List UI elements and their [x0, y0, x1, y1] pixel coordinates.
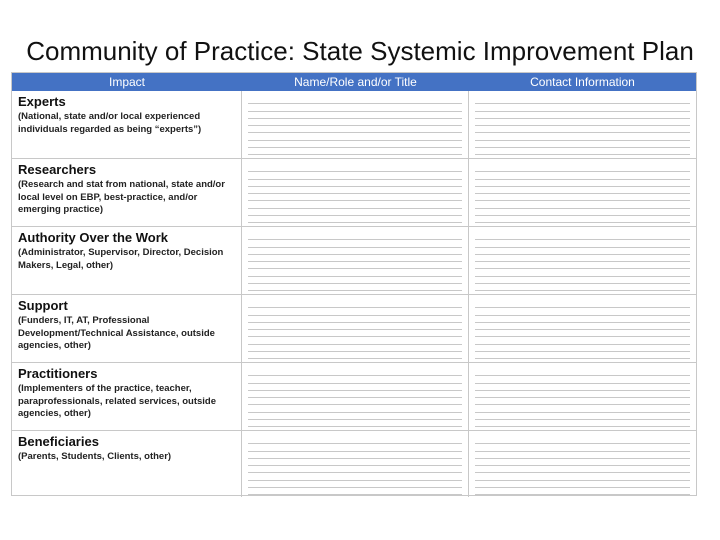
table-row	[12, 295, 696, 363]
blank-write-line[interactable]	[248, 391, 462, 398]
table-header	[12, 73, 696, 91]
blank-write-line[interactable]	[475, 262, 690, 269]
blank-write-line[interactable]	[475, 405, 690, 412]
blank-write-line[interactable]	[475, 255, 690, 262]
name-role-cell[interactable]	[242, 159, 469, 226]
blank-write-line[interactable]	[248, 194, 462, 201]
blank-write-line[interactable]	[248, 112, 462, 119]
blank-write-line[interactable]	[248, 165, 462, 172]
blank-write-line[interactable]	[475, 466, 690, 473]
column-header-name-role: Name/Role and/or Title	[294, 75, 417, 89]
blank-write-line[interactable]	[248, 97, 462, 104]
blank-write-line[interactable]	[248, 301, 462, 308]
blank-write-line[interactable]	[248, 201, 462, 208]
blank-write-line[interactable]	[475, 352, 690, 359]
blank-write-line[interactable]	[475, 330, 690, 337]
blank-write-line[interactable]	[475, 233, 690, 240]
blank-write-line[interactable]	[248, 323, 462, 330]
blank-write-line[interactable]	[475, 413, 690, 420]
blank-write-line[interactable]	[475, 172, 690, 179]
table-row	[12, 159, 696, 227]
blank-write-line[interactable]	[475, 420, 690, 427]
blank-write-line[interactable]	[475, 323, 690, 330]
name-role-cell[interactable]	[242, 227, 469, 294]
contact-cell[interactable]	[469, 431, 696, 497]
blank-write-line[interactable]	[475, 481, 690, 488]
blank-write-line[interactable]	[248, 262, 462, 269]
blank-write-line[interactable]	[248, 209, 462, 216]
name-role-cell[interactable]	[242, 91, 469, 158]
blank-write-line[interactable]	[475, 277, 690, 284]
table-row	[12, 227, 696, 295]
blank-write-line[interactable]	[248, 104, 462, 111]
blank-write-line[interactable]	[475, 369, 690, 376]
table-row	[12, 91, 696, 159]
blank-write-line[interactable]	[475, 216, 690, 223]
blank-write-line[interactable]	[248, 369, 462, 376]
contact-cell[interactable]	[469, 295, 696, 362]
blank-write-line[interactable]	[248, 398, 462, 405]
blank-write-line[interactable]	[248, 316, 462, 323]
blank-write-line[interactable]	[475, 97, 690, 104]
impact-title: Authority Over the Work	[18, 230, 169, 245]
impact-cell	[12, 227, 242, 294]
contact-cell[interactable]	[469, 227, 696, 294]
blank-write-line[interactable]	[248, 284, 462, 291]
blank-write-line[interactable]	[248, 240, 462, 247]
blank-write-line[interactable]	[475, 248, 690, 255]
impact-title: Support	[18, 298, 68, 313]
blank-write-line[interactable]	[248, 277, 462, 284]
blank-write-line[interactable]	[475, 141, 690, 148]
impact-cell	[12, 295, 242, 362]
contact-cell[interactable]	[469, 91, 696, 158]
blank-write-line[interactable]	[248, 352, 462, 359]
name-role-cell[interactable]	[242, 295, 469, 362]
blank-write-line[interactable]	[248, 420, 462, 427]
blank-write-line[interactable]	[248, 345, 462, 352]
blank-write-line[interactable]	[475, 201, 690, 208]
blank-write-line[interactable]	[475, 337, 690, 344]
blank-write-line[interactable]	[475, 398, 690, 405]
blank-write-line[interactable]	[475, 391, 690, 398]
blank-write-line[interactable]	[475, 209, 690, 216]
blank-write-line[interactable]	[475, 384, 690, 391]
blank-write-line[interactable]	[248, 255, 462, 262]
blank-write-line[interactable]	[475, 437, 690, 444]
impact-cell	[12, 159, 242, 226]
blank-write-line[interactable]	[475, 316, 690, 323]
blank-write-line[interactable]	[248, 148, 462, 155]
page-title: Community of Practice: State Systemic Improvement Plan	[26, 36, 694, 66]
blank-write-line[interactable]	[248, 216, 462, 223]
blank-write-line[interactable]	[475, 133, 690, 140]
impact-cell	[12, 431, 242, 497]
blank-write-line[interactable]	[248, 384, 462, 391]
blank-write-line[interactable]	[248, 126, 462, 133]
blank-write-line[interactable]	[475, 444, 690, 451]
blank-write-line[interactable]	[475, 345, 690, 352]
blank-write-line[interactable]	[475, 187, 690, 194]
blank-write-line[interactable]	[248, 413, 462, 420]
blank-write-line[interactable]	[248, 337, 462, 344]
impact-title: Beneficiaries	[18, 434, 99, 449]
column-header-impact: Impact	[108, 75, 145, 89]
name-role-cell[interactable]	[242, 431, 469, 497]
impact-description: (Funders, IT, AT, Professional Development/Technical Assistance, outside agencies, other)	[18, 315, 215, 351]
impact-description: (Research and stat from national, state and/or local level on EBP, best-practice, and/or emerging practice)	[18, 179, 225, 215]
community-of-practice-table	[11, 72, 697, 496]
blank-write-line[interactable]	[248, 233, 462, 240]
blank-write-line[interactable]	[475, 269, 690, 276]
impact-description: (Implementers of the practice, teacher, paraprofessionals, related services, outside agencies, other)	[18, 383, 217, 419]
blank-write-line[interactable]	[475, 488, 690, 495]
blank-write-line[interactable]	[475, 240, 690, 247]
blank-write-line[interactable]	[248, 466, 462, 473]
impact-title: Practitioners	[18, 366, 98, 381]
blank-write-line[interactable]	[475, 459, 690, 466]
blank-write-line[interactable]	[475, 165, 690, 172]
blank-write-line[interactable]	[475, 126, 690, 133]
blank-write-line[interactable]	[248, 437, 462, 444]
blank-write-line[interactable]	[248, 141, 462, 148]
blank-write-line[interactable]	[248, 248, 462, 255]
blank-write-line[interactable]	[248, 444, 462, 451]
blank-write-line[interactable]	[248, 187, 462, 194]
blank-write-line[interactable]	[248, 133, 462, 140]
blank-write-line[interactable]	[248, 405, 462, 412]
blank-write-line[interactable]	[475, 148, 690, 155]
blank-write-line[interactable]	[248, 308, 462, 315]
impact-cell	[12, 91, 242, 158]
impact-description: (Parents, Students, Clients, other)	[18, 451, 172, 462]
blank-write-line[interactable]	[248, 330, 462, 337]
blank-write-line[interactable]	[248, 180, 462, 187]
table-row	[12, 431, 696, 497]
blank-write-line[interactable]	[248, 488, 462, 495]
blank-write-line[interactable]	[475, 112, 690, 119]
contact-cell[interactable]	[469, 363, 696, 430]
column-header-contact: Contact Information	[530, 75, 635, 89]
name-role-cell[interactable]	[242, 363, 469, 430]
contact-cell[interactable]	[469, 159, 696, 226]
impact-description: (National, state and/or local experienced individuals regarded as being “experts”)	[18, 111, 202, 135]
blank-write-line[interactable]	[475, 104, 690, 111]
blank-write-line[interactable]	[475, 180, 690, 187]
blank-write-line[interactable]	[248, 269, 462, 276]
blank-write-line[interactable]	[475, 194, 690, 201]
blank-write-line[interactable]	[248, 119, 462, 126]
blank-write-line[interactable]	[248, 376, 462, 383]
blank-write-line[interactable]	[248, 473, 462, 480]
table-body	[12, 91, 696, 497]
blank-write-line[interactable]	[475, 452, 690, 459]
impact-cell	[12, 363, 242, 430]
blank-write-line[interactable]	[248, 452, 462, 459]
blank-write-line[interactable]	[475, 119, 690, 126]
blank-write-line[interactable]	[475, 301, 690, 308]
blank-write-line[interactable]	[475, 376, 690, 383]
impact-description: (Administrator, Supervisor, Director, Decision Makers, Legal, other)	[18, 247, 224, 271]
table-row	[12, 363, 696, 431]
impact-title: Researchers	[18, 162, 97, 177]
blank-write-line[interactable]	[475, 284, 690, 291]
impact-title: Experts	[18, 94, 66, 109]
blank-write-line[interactable]	[248, 459, 462, 466]
blank-write-line[interactable]	[248, 481, 462, 488]
blank-write-line[interactable]	[248, 172, 462, 179]
blank-write-line[interactable]	[475, 308, 690, 315]
blank-write-line[interactable]	[475, 473, 690, 480]
